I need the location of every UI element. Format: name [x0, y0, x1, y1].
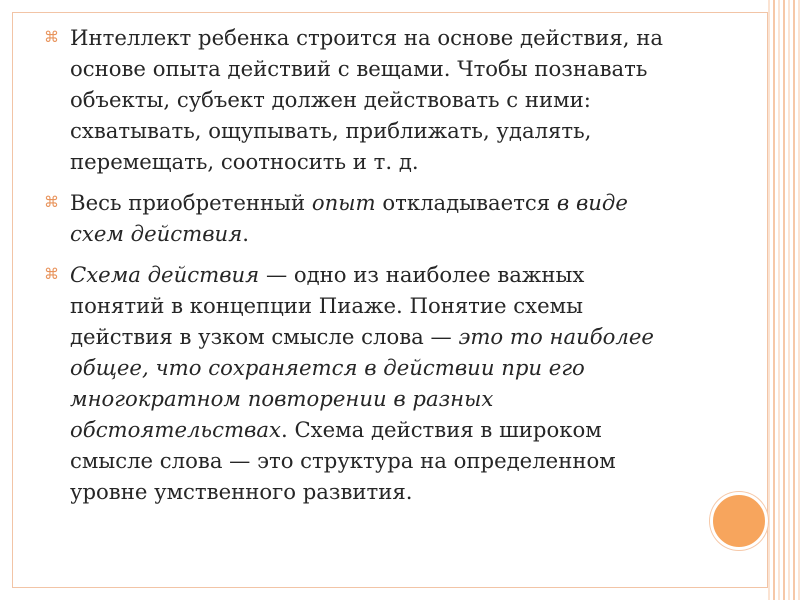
text-segment: . Схема действия в широком смысле слова — это структура на определенном уровне умственного развития.	[70, 417, 616, 504]
text-segment-italic: Схема действия	[70, 262, 260, 287]
bullet-item-1	[44, 22, 684, 177]
text-segment: — одно из наиболее важных понятий в концепции Пиаже. Понятие схемы действия в узком смысле слова —	[70, 262, 585, 349]
bullet-text	[70, 259, 684, 507]
bullet-icon: ⌘	[44, 28, 59, 46]
bullet-text	[70, 187, 684, 249]
bullet-icon: ⌘	[44, 193, 59, 211]
text-segment: откладывается	[375, 190, 557, 215]
text-segment-italic: это то наиболее общее, что сохраняется в действии при его многократном повторении в разных обстоятельствах	[70, 324, 654, 442]
text-segment: Интеллект ребенка строится на основе действия, на основе опыта действий с вещами. Чтобы познавать объекты, субъект должен действовать с ними: схватывать, ощупывать, приближать, удалять, перемещать, соотносить и т. д.	[70, 25, 663, 174]
bullet-item-2	[44, 187, 684, 249]
slide-content	[44, 22, 684, 517]
bullet-icon: ⌘	[44, 265, 59, 283]
bullet-item-3	[44, 259, 684, 507]
decorative-circle	[710, 492, 768, 550]
text-segment: .	[242, 221, 249, 246]
decorative-stripes	[768, 0, 800, 600]
text-segment-italic: в виде схем действия	[70, 190, 628, 246]
text-segment-italic: опыт	[311, 190, 376, 215]
bullet-text	[70, 22, 684, 177]
text-segment: Весь приобретенный	[70, 190, 312, 215]
